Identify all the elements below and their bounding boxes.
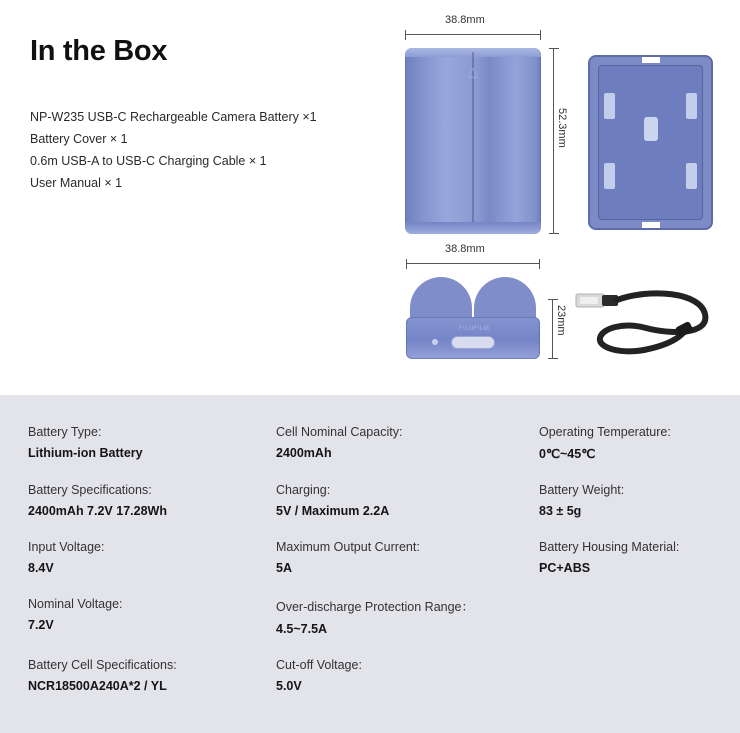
battery-width-dimension-line (405, 34, 541, 35)
battery-cover-clip (686, 163, 697, 189)
battery-cover-illustration (588, 55, 713, 230)
spec-item (276, 425, 539, 483)
spec-value: 2400mAh (276, 446, 332, 460)
spec-value: 83 ± 5g (539, 504, 582, 518)
battery-cover-inner (598, 65, 703, 220)
spec-label: Cut-off Voltage: (276, 658, 362, 672)
spec-value: 4.5~7.5A (276, 622, 328, 636)
usb-cable-svg (572, 276, 724, 360)
charger-width-dimension-label: 38.8mm (445, 243, 485, 255)
charger-led-indicator (432, 339, 438, 345)
spec-value: 0℃~45℃ (539, 447, 596, 461)
list-item: Battery Cover × 1 (30, 132, 128, 146)
battery-front-illustration (405, 48, 541, 234)
spec-label: Charging: (276, 483, 331, 497)
battery-height-dimension-line (553, 48, 554, 234)
spec-label: Battery Housing Material: (539, 540, 680, 554)
spec-item (276, 483, 539, 540)
battery-cover-clip (686, 93, 697, 119)
usb-c-port (451, 336, 495, 349)
spec-value: NCR18500A240A*2 / YL (28, 679, 167, 693)
list-item: NP-W235 USB-C Rechargeable Camera Battery ×1 (30, 110, 317, 124)
battery-bottom-edge (405, 222, 541, 234)
usb-cable-illustration (572, 276, 724, 360)
spec-value: 5V / Maximum 2.2A (276, 504, 390, 518)
charger-height-dimension-line (552, 299, 553, 359)
list-item: User Manual × 1 (30, 176, 123, 190)
charger-base-illustration (406, 277, 540, 359)
spec-label: Maximum Output Current: (276, 540, 420, 554)
specifications-panel (0, 395, 740, 733)
spec-label: Battery Cell Specifications: (28, 658, 177, 672)
spec-value: Lithium-ion Battery (28, 446, 143, 460)
spec-value: 5A (276, 561, 292, 575)
spec-item (276, 540, 539, 597)
spec-value: 7.2V (28, 618, 54, 632)
page-title: In the Box (30, 35, 168, 67)
battery-cover-notch-bottom (642, 222, 660, 228)
spec-label: Nominal Voltage: (28, 597, 123, 611)
spec-value: 5.0V (276, 679, 302, 693)
battery-cover-tab (644, 117, 658, 141)
box-contents-list (30, 106, 317, 194)
charger-brand-label: FUJIFILM (459, 326, 490, 332)
spec-item-empty (539, 658, 712, 715)
spec-item (28, 658, 276, 715)
spec-item (276, 658, 539, 715)
spec-value: 2400mAh 7.2V 17.28Wh (28, 504, 167, 518)
battery-cover-notch-top (642, 57, 660, 63)
spec-item (28, 425, 276, 483)
spec-label: Battery Weight: (539, 483, 625, 497)
spec-item (28, 483, 276, 540)
spec-value: PC+ABS (539, 561, 591, 575)
spec-item (539, 425, 712, 483)
spec-value: 8.4V (28, 561, 54, 575)
spec-item (28, 597, 276, 658)
battery-height-dimension-label: 52.3mm (556, 108, 568, 148)
spec-label: Operating Temperature: (539, 425, 671, 439)
specifications-grid (28, 425, 712, 715)
spec-label: Battery Specifications: (28, 483, 152, 497)
spec-label: Cell Nominal Capacity: (276, 425, 403, 439)
spec-item (276, 597, 539, 658)
spec-item-empty (539, 597, 712, 658)
battery-width-dimension-label: 38.8mm (445, 14, 485, 26)
spec-label: Battery Type: (28, 425, 102, 439)
spec-label: Over-discharge Protection Range： (276, 600, 475, 614)
battery-cover-clip (604, 163, 615, 189)
spec-label: Input Voltage: (28, 540, 105, 554)
list-item: 0.6m USB-A to USB-C Charging Cable × 1 (30, 154, 267, 168)
battery-cover-clip (604, 93, 615, 119)
charger-width-dimension-line (406, 263, 540, 264)
spec-item (539, 540, 712, 597)
battery-arrow-icon: △ (468, 64, 478, 79)
spec-item (539, 483, 712, 540)
charger-height-dimension-label: 23mm (555, 305, 567, 336)
spec-item (28, 540, 276, 597)
